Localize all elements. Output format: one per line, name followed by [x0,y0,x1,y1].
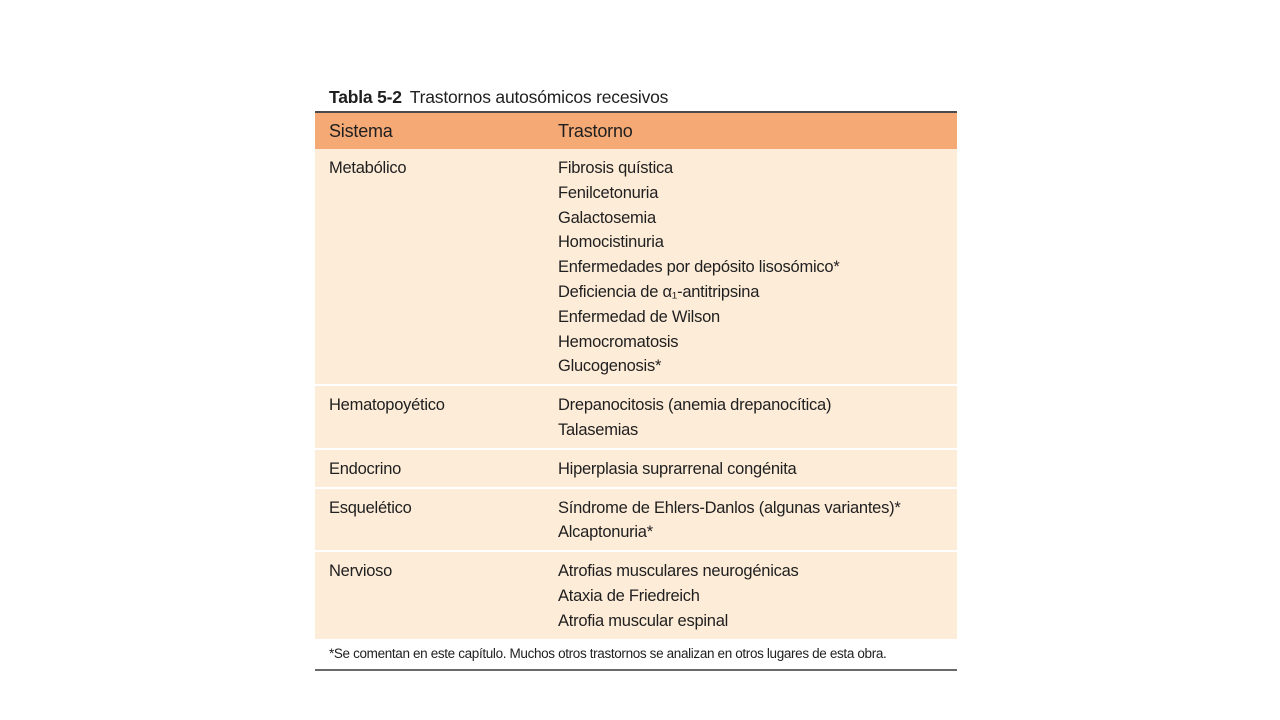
table-row [315,386,957,450]
table-row [315,552,957,638]
table-row [315,149,957,386]
disorder-item: Fenilcetonuria [558,183,659,202]
table-row [315,450,957,489]
table-number: Tabla 5-2 [329,87,402,107]
table-caption [315,85,957,111]
header-disorder: Trastorno [558,120,633,141]
disorder-item: Hiperplasia suprarrenal congénita [558,459,797,478]
disorder-item: Síndrome de Ehlers-Danlos (algunas variantes)* [558,498,901,517]
disorder-item: Talasemias [558,420,639,439]
disorder-item: Fibrosis quística [558,159,673,177]
disorder-item: Atrofia muscular espinal [558,611,729,630]
disorder-item: Glucogenosis* [558,357,662,376]
disorder-item: Galactosemia [558,208,656,227]
disorder-item: Homocistinuria [558,233,664,252]
system-cell: Nervioso [329,562,393,581]
table-header-row [315,113,957,149]
table-title: Trastornos autosómicos recesivos [409,87,669,107]
table-footnote: *Se comentan en este capítulo. Muchos otros trastornos se analizan en otros lugares de esta obra. [329,645,887,661]
system-cell: Endocrino [329,459,402,478]
disorder-item: Alcaptonuria* [558,523,653,542]
disorder-cell [558,393,957,443]
table-row [315,489,957,553]
disorder-item: Atrofias musculares neurogénicas [558,562,799,581]
disorder-cell [558,457,957,482]
disorder-item: Enfermedades por depósito lisosómico* [558,258,840,277]
table-body [315,149,957,639]
disorder-cell [558,496,957,546]
system-cell: Esquelético [329,498,412,517]
disorder-cell [558,156,957,379]
system-cell: Metabólico [329,159,407,177]
disorder-cell [558,559,957,633]
disorder-item: Drepanocitosis (anemia drepanocítica) [558,396,832,415]
table-5-2 [315,85,957,671]
header-system: Sistema [329,120,393,141]
system-cell: Hematopoyético [329,396,445,415]
disorder-item: Ataxia de Friedreich [558,586,700,605]
disorder-item: Enfermedad de Wilson [558,307,720,326]
bottom-rule [315,669,957,671]
disorder-item: Hemocromatosis [558,332,679,351]
disorder-item: Deficiencia de α₁-antitripsina [558,282,760,301]
